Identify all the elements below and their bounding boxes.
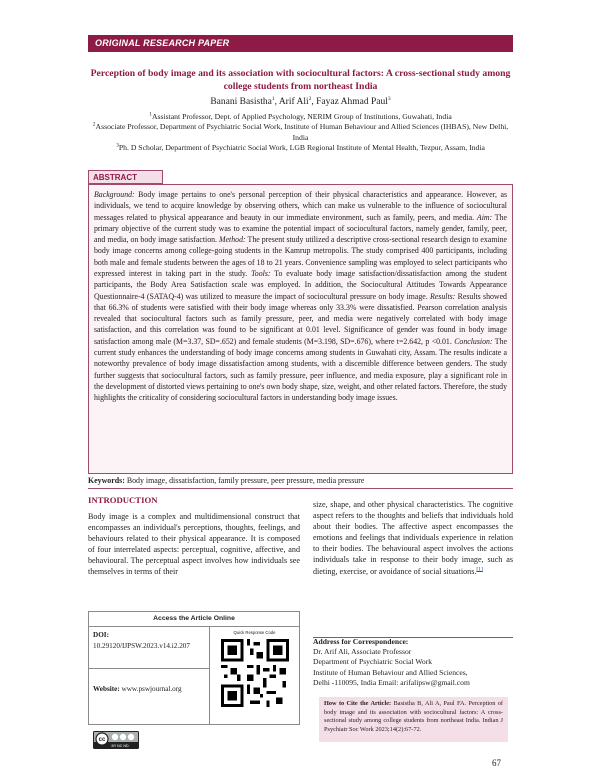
- website-label: Website:: [93, 685, 120, 693]
- correspondence-address[interactable]: Delhi -110095, India Email: arifalipsw@gmail.com: [313, 677, 470, 687]
- correspondence-name: Dr. Arif Ali, Associate Professor: [313, 647, 412, 657]
- article-title: Perception of body image and its association with sociocultural factors: A cross-sectional study among college students from northeast India: [90, 68, 511, 92]
- abstract-label: Results:: [430, 291, 456, 301]
- keywords-label: Keywords:: [88, 476, 125, 485]
- author-name: Arif Ali: [278, 97, 309, 107]
- intro-right-column: [313, 499, 513, 577]
- author-sup: 3: [387, 95, 391, 102]
- article-type-banner: ORIGINAL RESEARCH PAPER: [88, 35, 513, 52]
- abstract-label: Method:: [219, 235, 246, 245]
- abstract-tools: To evaluate body image satisfaction/dissatisfaction among the student participants, the Body Area Satisfaction scale was employed. In addition, the Sociocultural Attitudes Towards Appearance Questionnaire-4 (SATAQ-4) was utilized to measure the impact of sociocultural pressure on body image.: [94, 268, 507, 301]
- affiliation-3: $^3$Ph. D Scholar, Department of Psychiatric Social Work, LGB Regional Institute of Mental Health, Tezpur, Assam, India: [116, 142, 485, 152]
- affiliation-2: $^2$Associate Professor, Department of Psychiatric Social Work, Institute of Human Behaviour and Allied Sciences (IHBAS), New Delhi, India: [92, 121, 509, 142]
- author-list: Banani Basistha$^1$, Arif Ali$^2$, Fayaz Ahmad Paul$^3$: [210, 95, 391, 107]
- qr-label: Quick Response Code: [233, 630, 276, 635]
- creative-commons-license-icon[interactable]: [93, 731, 139, 749]
- abstract-results: Results showed that 66.3% of students were satisfied with their body image whereas only 33.3% were dissatisfied. Pearson correlation analysis revealed that sociocultural factors such as family pressure, peer, and media were negatively correlated with body image satisfaction, and this correlation was found to be significant at 0.01 level. Significance of gender was found in body image satisfaction among male (M=3.37, SD=.652) and female students (M=3.198, SD=.676), where t=2.642, p <0.01.: [94, 291, 507, 346]
- abstract-label: Tools:: [251, 268, 271, 278]
- author-name: Banani Basistha: [210, 97, 272, 107]
- affiliation-1: $^1$Assistant Professor, Dept. of Applied Psychology, NERIM Group of Institutions, Guwahati, India: [149, 111, 452, 121]
- website-block: [89, 669, 209, 709]
- correspondence-inst: Institute of Human Behaviour and Allied Sciences,: [313, 667, 468, 677]
- abstract-heading: ABSTRACT: [88, 170, 163, 184]
- abstract-aim: The primary objective of the current study was to examine the potential impact of sociocultural factors, namely gender, family, peer, and media, on body image satisfaction.: [94, 212, 507, 245]
- abstract-label: Aim:: [476, 212, 493, 222]
- doi-block: [89, 627, 209, 669]
- cc-terms: BY NC ND: [111, 744, 129, 748]
- abstract-label: Background:: [94, 190, 135, 199]
- divider: [88, 488, 513, 489]
- doi-label: DOI:: [93, 631, 109, 639]
- introduction-heading: INTRODUCTION: [88, 495, 158, 505]
- correspondence-heading: Address for Correspondence:: [313, 637, 409, 646]
- abstract-conclusion: The current study enhances the understanding of body image concerns among students in Guwahati city, Assam. The results indicate a noteworthy prevalence of body image dissatisfaction among students, with a discernible difference between genders. The study further suggests that sociocultural factors, such as family pressure, peer influence, and media exposure, play a significant role in the development of distorted views pertaining to one's own body shape, size, weight, and other related factors. Therefore, the study highlights the criticality of considering sociocultural factors in understanding body image issues.: [94, 336, 507, 403]
- cite-text: Basistha B, Ali A, Paul FA. Perception of body image and its association with sociocultural factors: A cross-sectional study among college students from northeast India. Indian J Psychiatr Soc Work 2023;14(2):67-72.: [324, 700, 503, 734]
- cite-label: How to Cite the Article:: [324, 700, 392, 707]
- affiliations: [88, 112, 513, 153]
- how-to-cite-box: [319, 697, 508, 742]
- abstract-background: Body image pertains to one's personal perception of their physical characteristics and appearance. However, as individuals, we tend to acquire knowledge by observing others, which can make us vulnerable to the influence of sociocultural messages related to physical appearance and beauty in our immediate environment, such as family, peers, and media.: [94, 190, 507, 222]
- abstract-method: The present study utilized a descriptive cross-sectional research design to examine body image concerns among college-going students in the Kamrup metropolis. The study comprised 400 participants, including both male and female students between the ages of 18 to 21 years. Convenience sampling was employed to select participants who expressed interest in taking part in the study.: [94, 235, 508, 278]
- doi-value[interactable]: 10.29120/IJPSW.2023.v14.i2.207: [93, 642, 190, 650]
- keywords: [88, 476, 513, 486]
- intro-left-column: Body image is a complex and multidimensional construct that encompasses an individual's perceptions, thoughts, feelings, and behaviours related to their physical appearance. It is composed of four interrelated aspects: perceptual, cognitive, affective, and behavioural. The perceptual aspect involves how individuals see themselves in terms of their: [88, 512, 300, 577]
- author-name: Fayaz Ahmad Paul: [316, 97, 388, 107]
- author-sup: 1: [271, 95, 275, 102]
- access-title: Access the Article Online: [89, 612, 299, 627]
- abstract-label: Conclusion:: [454, 336, 493, 346]
- reference-link[interactable]: [1]: [476, 565, 483, 572]
- correspondence-dept: Department of Psychiatric Social Work: [313, 657, 433, 667]
- page-number: 67: [492, 758, 501, 768]
- qr-code-icon[interactable]: [221, 639, 289, 707]
- correspondence-block: [313, 637, 513, 688]
- author-sup: 2: [308, 95, 312, 102]
- intro-right-text: size, shape, and other physical characteristics. The cognitive aspect refers to the thoughts and beliefs that individuals hold about their bodies. The affective aspect encompasses the emotions and feelings that individuals experience in relation to their bodies. The behavioural aspect involves the actions individuals take in response to their body image, such as dieting, exercise, or avoidance of social situations.: [313, 500, 513, 576]
- access-article-box: [88, 611, 300, 725]
- cc-mark: cc: [98, 737, 106, 744]
- website-link[interactable]: www.pswjournal.org: [121, 685, 182, 693]
- keywords-text: Body image, dissatisfaction, family pressure, peer pressure, media pressure: [126, 476, 365, 485]
- abstract-box: [88, 184, 513, 474]
